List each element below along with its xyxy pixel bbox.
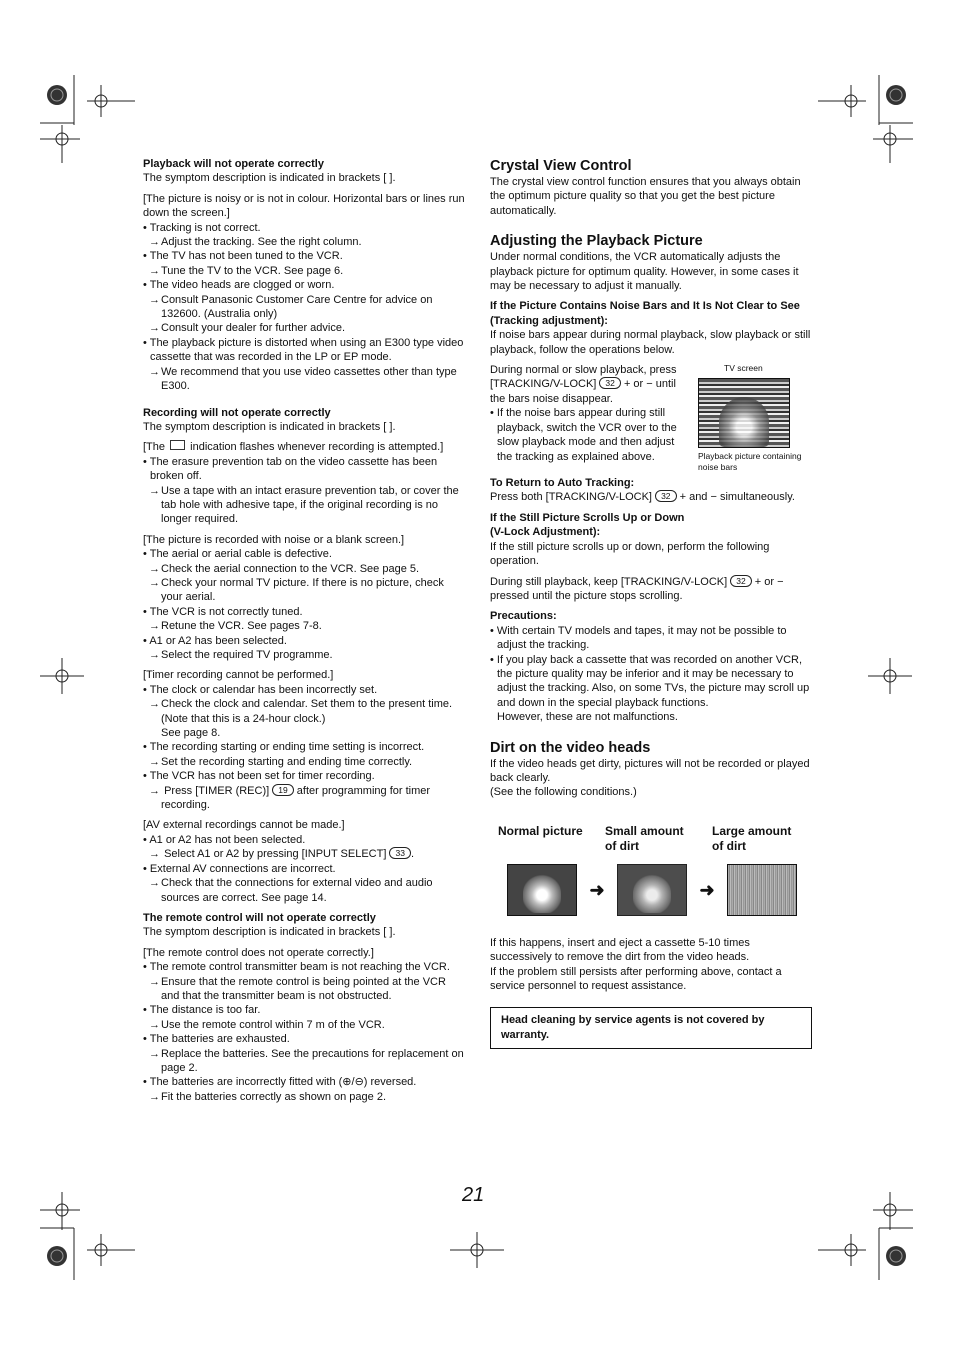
list-item: See page 8. [161, 727, 221, 740]
list-item: • If you play back a cassette that was recorded on another VCR, the picture quality may be inferior and it may be necessary to adjust the tracking. Also, on some TVs, the picture may scroll up and down in the special playback functions. [490, 653, 812, 711]
auto-tracking-body: Press both [TRACKING/V-LOCK] 32 + and − simultaneously. [490, 491, 795, 504]
registration-mark-mid-left [40, 658, 84, 694]
page-ref-badge: 33 [389, 847, 410, 859]
list-item: → Check your normal TV picture. If there is no picture, check your aerial. [143, 576, 465, 605]
list-item: • The distance is too far. [143, 1003, 465, 1017]
arrow-right-icon: ➜ [589, 879, 605, 900]
registration-mark-top-right [818, 75, 913, 165]
page-number: 21 [462, 1184, 485, 1206]
normal-picture-label: Normal picture [498, 823, 583, 838]
noise-bars-image [698, 378, 790, 448]
list-item: → Replace the batteries. See the precautions for replacement on page 2. [143, 1047, 465, 1076]
list-item: → Ensure that the remote control is being pointed at the VCR and that the transmitter beam is not obstructed. [143, 975, 465, 1004]
dirt-heads-body: If the video heads get dirty, pictures will not be recorded or played back clearly. [490, 757, 810, 784]
large-dirt-image [727, 864, 797, 916]
registration-mark-mid-right [868, 658, 912, 694]
page-ref-badge: 32 [730, 575, 751, 587]
dirt-instruction: If this happens, insert and eject a cassette 5-10 times successively to remove the dirt from the video heads. [490, 936, 750, 964]
recording-intro: The symptom description is indicated in brackets [ ]. [143, 420, 396, 433]
registration-mark-top-left [40, 75, 135, 165]
dirt-levels-images [490, 864, 812, 916]
page-ref-badge: 32 [655, 490, 676, 502]
recording-case: [Timer recording cannot be performed.] [143, 669, 334, 682]
page-ref-badge: 32 [599, 377, 620, 389]
list-item: • The clock or calendar has been incorrectly set. [143, 683, 465, 697]
precautions-title: Precautions: [490, 610, 557, 623]
scroll-body: If the still picture scrolls up or down, perform the following operation. [490, 540, 770, 568]
tracking-step: During normal or slow playback, press [TRACKING/V-LOCK] 32 + or − until the bars noise disappear. [490, 364, 677, 405]
tv-screen-caption: Playback picture containing noise bars [698, 451, 802, 472]
list-item: • With certain TV models and tapes, it may not be possible to adjust the tracking. [490, 624, 812, 653]
playback-intro: The symptom description is indicated in brackets [ ]. [143, 172, 396, 185]
list-item: → Select the required TV programme. [143, 648, 465, 662]
tv-screen-figure [698, 363, 808, 472]
list-item: → Set the recording starting and ending time correctly. [143, 755, 465, 769]
list-item: → Check that the connections for external video and audio sources are correct. See page 14. [143, 876, 465, 905]
list-item: → Check the aerial connection to the VCR. See page 5. [143, 562, 465, 576]
list-item: → Fit the batteries correctly as shown on page 2. [143, 1090, 465, 1104]
scroll-subtitle: (V-Lock Adjustment): [490, 526, 601, 539]
crystal-view-title: Crystal View Control [490, 158, 632, 174]
scroll-step: During still playback, keep [TRACKING/V-LOCK] 32 + or − pressed until the picture stops scrolling. [490, 575, 784, 602]
list-item: • The VCR has not been set for timer recording. [143, 769, 465, 783]
recording-section-title: Recording will not operate correctly [143, 406, 331, 419]
scroll-title: If the Still Picture Scrolls Up or Down [490, 511, 685, 524]
tv-screen-label: TV screen [724, 363, 763, 374]
dirt-heads-body-note: (See the following conditions.) [490, 786, 637, 799]
list-item: • The playback picture is distorted when using an E300 type video cassette that was recorded in the LP or EP mode. [143, 336, 465, 365]
list-item: • The video heads are clogged or worn. [143, 278, 465, 292]
list-item: • The aerial or aerial cable is defective. [143, 547, 465, 561]
recording-case: [AV external recordings cannot be made.] [143, 819, 345, 832]
list-item: However, these are not malfunctions. [497, 711, 678, 724]
crystal-view-body: The crystal view control function ensures that you always obtain the optimum picture quality so that you get the best picture automatically. [490, 176, 801, 217]
list-item: → Adjust the tracking. See the right column. [143, 235, 465, 249]
list-item: → Use the remote control within 7 m of the VCR. [143, 1018, 465, 1032]
remote-case: [The remote control does not operate correctly.] [143, 946, 374, 959]
dirt-heads-title: Dirt on the video heads [490, 739, 651, 756]
list-item: → Check the clock and calendar. Set them to the present time. (Note that this is a 24-hour clock.) [143, 697, 465, 726]
remote-intro: The symptom description is indicated in brackets [ ]. [143, 926, 396, 939]
list-item: → Select A1 or A2 by pressing [INPUT SELECT] 33 . [143, 847, 465, 861]
page-ref-badge: 19 [272, 784, 293, 796]
list-item: • Tracking is not correct. [143, 221, 465, 235]
list-item: • The batteries are incorrectly fitted with (⊕/⊖) reversed. [143, 1075, 465, 1089]
normal-picture-image [507, 864, 577, 916]
list-item: • The remote control transmitter beam is not reaching the VCR. [143, 960, 465, 974]
registration-mark-bottom-center [450, 1232, 504, 1268]
adjust-playback-body: Under normal conditions, the VCR automatically adjusts the playback picture for optimum quality. However, in some cases it may be necessary to adjust it manually. [490, 251, 799, 293]
list-item: • The erasure prevention tab on the video cassette has been broken off. [143, 455, 465, 484]
list-item: • A1 or A2 has not been selected. [143, 833, 465, 847]
arrow-right-icon: ➜ [699, 879, 715, 900]
recording-case: [The picture is recorded with noise or a blank screen.] [143, 533, 405, 546]
list-item: → Tune the TV to the VCR. See page 6. [143, 264, 465, 278]
list-item: → Consult Panasonic Customer Care Centre for advice on 132600. (Australia only) [143, 293, 465, 322]
noise-bars-body: If noise bars appear during normal playback, slow playback or still playback, follow the operations below. [490, 329, 811, 356]
playback-case: [The picture is noisy or is not in colour. Horizontal bars or lines run down the screen.] [143, 192, 465, 220]
playback-section-title: Playback will not operate correctly [143, 158, 324, 170]
tracking-step-block [490, 363, 812, 472]
list-item: → Retune the VCR. See pages 7-8. [143, 619, 465, 633]
remote-section-title: The remote control will not operate correctly [143, 911, 376, 924]
small-dirt-image [617, 864, 687, 916]
dirt-followup: If the problem still persists after performing above, contact a service personnel to request assistance. [490, 965, 782, 992]
troubleshooting-column [143, 157, 465, 1104]
registration-mark-bottom-right [818, 1190, 913, 1280]
list-item: → We recommend that you use video cassettes other than type E300. [143, 365, 465, 394]
rec-indicator-icon [170, 440, 185, 450]
auto-tracking-title: To Return to Auto Tracking: [490, 477, 635, 490]
list-item: • The TV has not been tuned to the VCR. [143, 249, 465, 263]
list-item: → Press [TIMER (REC)] 19 after programming for timer recording. [143, 784, 465, 813]
list-item: • A1 or A2 has been selected. [143, 634, 465, 648]
small-dirt-label: Small amount of dirt [605, 823, 684, 853]
noise-bars-title: If the Picture Contains Noise Bars and It Is Not Clear to See (Tracking adjustment): [490, 300, 800, 327]
list-item: → Use a tape with an intact erasure prevention tab, or cover the tab hole with adhesive tape, if the original recording is no longer required. [143, 484, 465, 527]
list-item: • The batteries are exhausted. [143, 1032, 465, 1046]
list-item: • The VCR is not correctly tuned. [143, 605, 465, 619]
recording-case: [The indication flashes whenever recording is attempted.] [143, 441, 444, 454]
list-item: • External AV connections are incorrect. [143, 862, 465, 876]
dirt-levels-header [490, 824, 812, 854]
registration-mark-bottom-left [40, 1190, 135, 1280]
large-dirt-label: Large amount of dirt [712, 823, 792, 853]
warranty-notice: Head cleaning by service agents is not covered by warranty. [490, 1007, 812, 1049]
list-item: • The recording starting or ending time setting is incorrect. [143, 740, 465, 754]
adjustment-column [490, 157, 812, 1049]
list-item: → Consult your dealer for further advice. [143, 321, 465, 335]
list-item: • If the noise bars appear during still playback, switch the VCR over to the slow playback mode and then adjust the tracking as explained above. [490, 406, 690, 464]
adjust-playback-title: Adjusting the Playback Picture [490, 233, 703, 250]
